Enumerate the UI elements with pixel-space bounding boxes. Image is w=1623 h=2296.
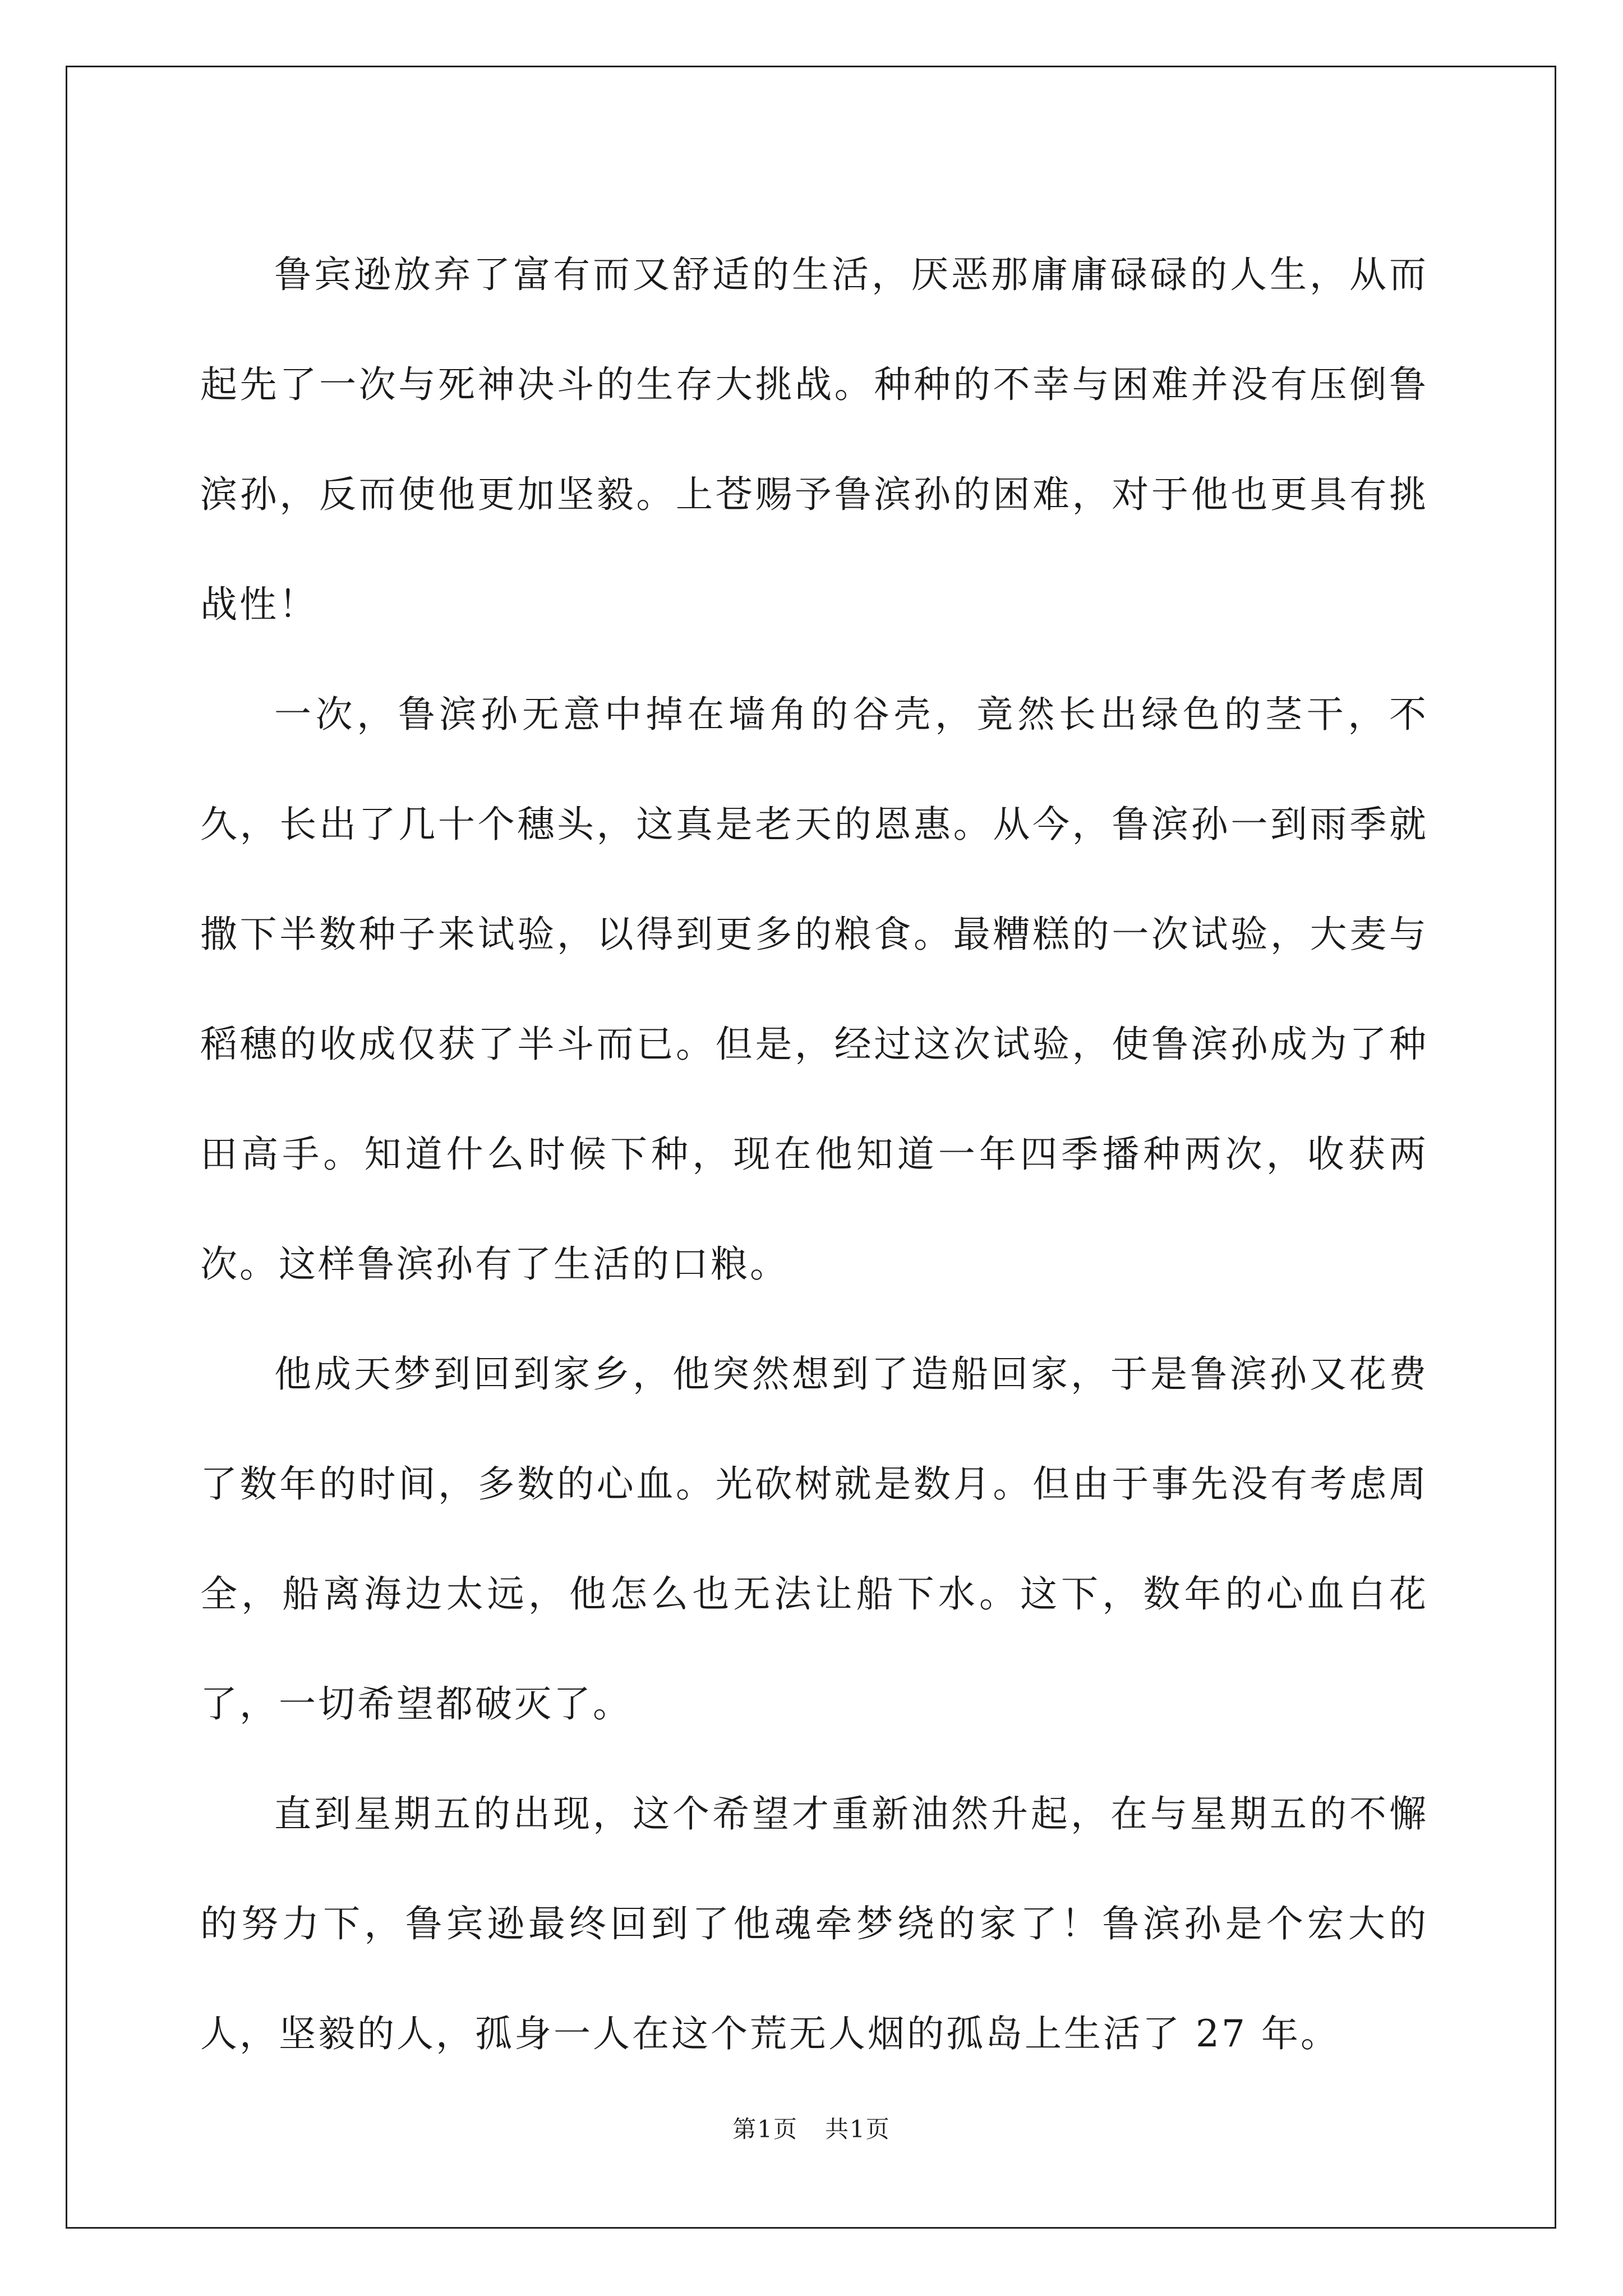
paragraph-3: 他成天梦到回到家乡，他突然想到了造船回家，于是鲁滨孙又花费了数年的时间，多数的心血。光砍树就是数月。但由于事先没有考虑周全，船离海边太远，他怎么也无法让船下水。这下，数年的心血白花了，一切希望都破灭了。 xyxy=(200,1352,1428,1726)
paragraph-2: 一次，鲁滨孙无意中掉在墙角的谷壳，竟然长出绿色的茎干，不久，长出了几十个穗头，这真是老天的恩惠。从今，鲁滨孙一到雨季就撒下半数种子来试验，以得到更多的粮食。最糟糕的一次试验，大麦与稻穗的收成仅获了半斗而已。但是，经过这次试验，使鲁滨孙成为了种田高手。知道什么时候下种，现在他知道一年四季播种两次，收获两次。这样鲁滨孙有了生活的口粮。 xyxy=(200,693,1428,1286)
paragraph-4: 直到星期五的出现，这个希望才重新油然升起，在与星期五的不懈的努力下，鲁宾逊最终回到了他魂牵梦绕的家了！鲁滨孙是个宏大的人，坚毅的人，孤身一人在这个荒无人烟的孤岛上生活了 27 年。 xyxy=(200,1792,1428,2055)
page-number-total: 共1页 xyxy=(825,2115,891,2143)
document-body xyxy=(200,220,1428,2089)
page-number-current: 第1页 xyxy=(732,2115,798,2143)
paragraph-1: 鲁宾逊放弃了富有而又舒适的生活，厌恶那庸庸碌碌的人生，从而起先了一次与死神决斗的生存大挑战。种种的不幸与困难并没有压倒鲁滨孙，反而使他更加坚毅。上苍赐予鲁滨孙的困难，对于他也更具有挑战性！ xyxy=(200,253,1428,626)
page-footer xyxy=(0,2111,1623,2145)
